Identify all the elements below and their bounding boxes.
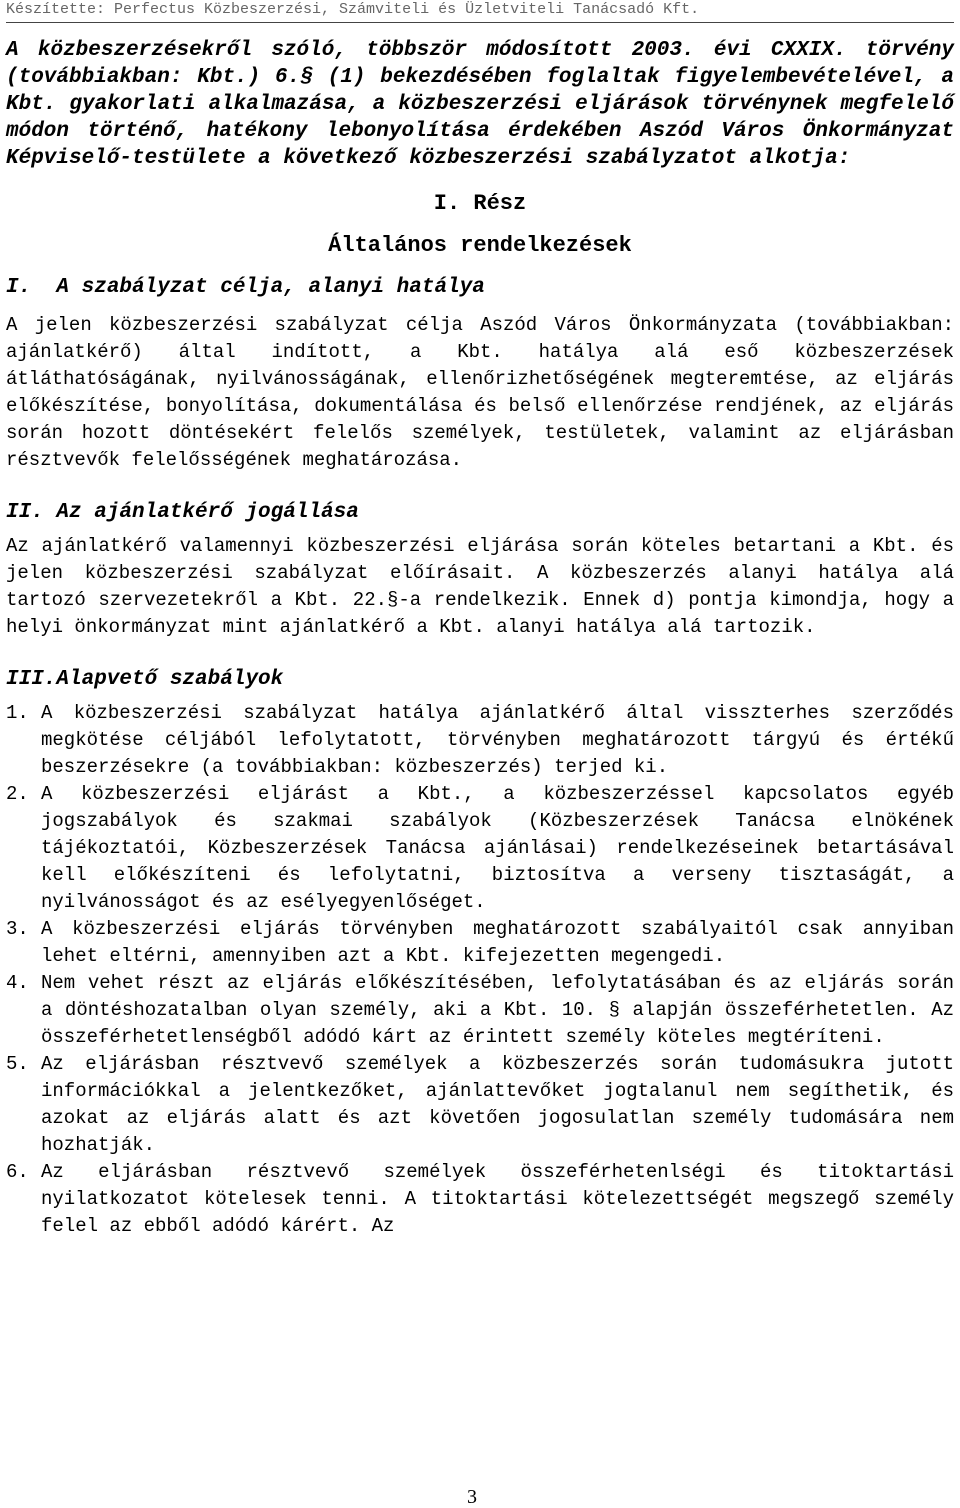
list-item-number: 5.	[6, 1053, 29, 1075]
list-item	[6, 970, 954, 1051]
list-item-number: 2.	[6, 783, 29, 805]
list-item-number: 1.	[6, 702, 29, 724]
list-item	[6, 916, 954, 970]
part-subtitle: Általános rendelkezések	[328, 233, 632, 258]
list-item-text: A közbeszerzési szabályzat hatálya ajánlatkérő által visszterhes szerződés megkötése céljából lefolytatott, törvényben meghatározott tárgyú és értékű beszerzésekre (a továbbiakban: közbeszerzés) terjed ki.	[41, 702, 954, 778]
page-number: 3	[467, 1486, 477, 1508]
list-item	[6, 781, 954, 916]
page-header: Készítette: Perfectus Közbeszerzési, Számviteli és Üzletviteli Tanácsadó Kft.	[6, 0, 954, 23]
section-1	[6, 274, 954, 474]
section-heading: II. Az ajánlatkérő jogállása	[6, 501, 359, 524]
section-heading: I. A szabályzat célja, alanyi hatálya	[6, 276, 485, 299]
part-title: I. Rész	[433, 191, 527, 216]
list-item-text: A közbeszerzési eljárást a Kbt., a közbeszerzéssel kapcsolatos egyéb jogszabályok és szakmai szabályok (Közbeszerzések Tanácsa elnökének tájékoztatói, Közbeszerzések Tanácsa ajánlásai) rendelkezéseinek betartásával kell előkészíteni és lefolytatni, biztosítva a verseny tisztaságát, a nyilvánosságot és az esélyegyenlőséget.	[41, 783, 954, 913]
list-item	[6, 1051, 954, 1159]
section-2	[6, 499, 954, 641]
list-item-text: Az eljárásban résztvevő személyek a közbeszerzés során tudomásukra jutott információkkal a jelentkezőket, ajánlattevőket jogtalanul nem segíthetik, és azokat az eljárás alatt és azt követően jogosulatlan személy tudomására nem hozhatják.	[41, 1053, 954, 1156]
page-content	[6, 37, 954, 1240]
section-text: A jelen közbeszerzési szabályzat célja Aszód Város Önkormányzata (továbbiakban: ajánlatkérő) által indított, a Kbt. hatálya alá eső közbeszerzések átláthatóságának, nyilvánosságának, ellenőrizhetőségének megteremtése, az eljárás előkészítése, bonyolítása, dokumentálása és belső ellenőrzése rendjének, az eljárás során hozott döntésekért felelős személyek, testületek, valamint az eljárásban résztvevők felelősségének meghatározása.	[6, 314, 954, 471]
list-item-number: 6.	[6, 1161, 29, 1183]
list-item-text: Az eljárásban résztvevő személyek összeférhetenlségi és titoktartási nyilatkozatot kötelesek tenni. A titoktartási kötelezettségét megszegő személy felel az ebből adódó kárért. Az	[41, 1161, 954, 1237]
numbered-list	[6, 700, 954, 1240]
list-item-text: Nem vehet részt az eljárás előkészítésében, lefolytatásában és az eljárás során a döntéshozatalban olyan személy, aki a Kbt. 10. § alapján összeférhetetlen. Az összeférhetetlenségből adódó kárt az érintett személy köteles megtéríteni.	[41, 972, 954, 1048]
list-item-number: 3.	[6, 918, 29, 940]
list-item	[6, 700, 954, 781]
section-heading: III.Alapvető szabályok	[6, 668, 284, 691]
list-item	[6, 1159, 954, 1240]
section-text: Az ajánlatkérő valamennyi közbeszerzési eljárása során köteles betartani a Kbt. és jelen közbeszerzési szabályzat előírásait. A közbeszerzés alanyi hatálya alá tartozó szervezetekről a Kbt. 22.§-a rendelkezik. Ennek d) pontja kimondja, hogy a helyi önkormányzat mint ajánlatkérő a Kbt. alanyi hatálya alá tartozik.	[6, 535, 954, 638]
intro-paragraph: A közbeszerzésekről szóló, többször módosított 2003. évi CXXIX. törvény (továbbiakban: Kbt.) 6.§ (1) bekezdésében foglaltak figyelembevételével, a Kbt. gyakorlati alkalmazása, a közbeszerzési eljárások törvénynek megfelelő módon történő, hatékony lebonyolítása érdekében Aszód Város Önkormányzat Képviselő-testülete a következő közbeszerzési szabályzatot alkotja:	[6, 39, 954, 170]
list-item-number: 4.	[6, 972, 29, 994]
list-item-text: A közbeszerzési eljárás törvényben meghatározott szabályaitól csak annyiban lehet eltérni, amennyiben azt a Kbt. kifejezetten megengedi.	[41, 918, 954, 967]
section-3	[6, 666, 954, 1240]
